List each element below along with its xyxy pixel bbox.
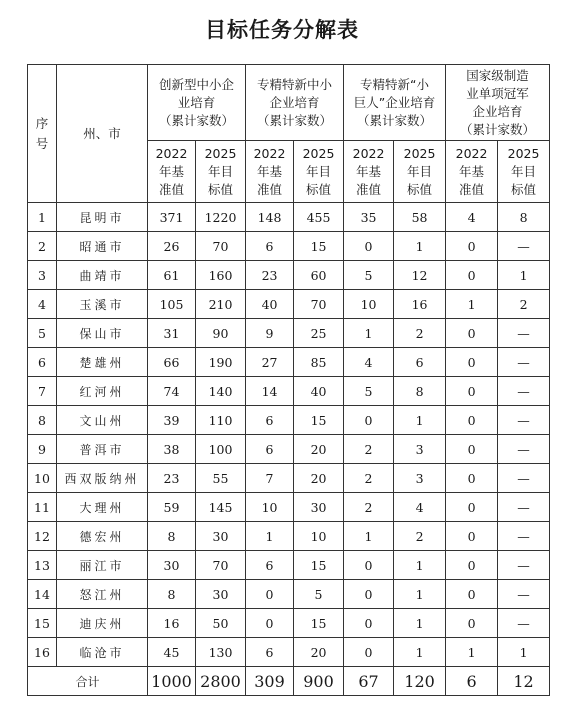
- row-value: 31: [148, 319, 196, 348]
- row-value: 66: [148, 348, 196, 377]
- row-value: —: [498, 522, 550, 551]
- row-index: 8: [28, 406, 57, 435]
- page-title: 目标任务分解表: [205, 18, 359, 42]
- row-value: 1: [394, 406, 446, 435]
- header-year-line: 2022: [352, 145, 385, 161]
- header-group-line: 企业培育: [472, 103, 523, 119]
- header-group-line: （累计家数）: [159, 112, 235, 128]
- row-value: 4: [344, 348, 394, 377]
- row-index: 1: [28, 203, 57, 232]
- table-row: [28, 580, 550, 609]
- row-index: 6: [28, 348, 57, 377]
- header-group-line: （累计家数）: [357, 112, 433, 128]
- row-value: 0: [344, 638, 394, 667]
- row-value: 3: [394, 464, 446, 493]
- row-value: 6: [246, 435, 294, 464]
- row-value: 30: [294, 493, 344, 522]
- row-value: 1: [394, 580, 446, 609]
- row-value: 2: [344, 464, 394, 493]
- row-index: 14: [28, 580, 57, 609]
- row-value: 20: [294, 464, 344, 493]
- row-value: —: [498, 377, 550, 406]
- row-value: 1: [498, 638, 550, 667]
- table-row: [28, 290, 550, 319]
- row-value: 210: [196, 290, 246, 319]
- header-year-target: [196, 141, 246, 203]
- row-value: 110: [196, 406, 246, 435]
- row-city: 玉溪市: [57, 290, 148, 319]
- total-value: 12: [498, 667, 550, 696]
- header-year-line: 标值: [208, 181, 234, 197]
- row-value: 40: [294, 377, 344, 406]
- row-city: 红河州: [57, 377, 148, 406]
- header-year-base: [246, 141, 294, 203]
- row-index: 12: [28, 522, 57, 551]
- row-value: 8: [148, 522, 196, 551]
- row-value: 15: [294, 551, 344, 580]
- row-value: 1: [394, 232, 446, 261]
- row-value: —: [498, 464, 550, 493]
- row-city: 丽江市: [57, 551, 148, 580]
- row-value: —: [498, 609, 550, 638]
- row-value: 1: [446, 638, 498, 667]
- row-value: 40: [246, 290, 294, 319]
- header-group-line: （累计家数）: [460, 121, 536, 137]
- row-value: 35: [344, 203, 394, 232]
- table-row: [28, 319, 550, 348]
- row-index: 4: [28, 290, 57, 319]
- row-city: 德宏州: [57, 522, 148, 551]
- header-year-target: [498, 141, 550, 203]
- row-value: 5: [294, 580, 344, 609]
- header-year-line: 准值: [158, 181, 184, 197]
- row-city: 普洱市: [57, 435, 148, 464]
- row-value: 0: [246, 609, 294, 638]
- row-index: 13: [28, 551, 57, 580]
- header-city: 州、市: [57, 65, 148, 203]
- row-index: 7: [28, 377, 57, 406]
- row-value: 0: [446, 580, 498, 609]
- row-value: 6: [246, 638, 294, 667]
- row-value: 38: [148, 435, 196, 464]
- row-city: 楚雄州: [57, 348, 148, 377]
- row-value: 140: [196, 377, 246, 406]
- row-value: 20: [294, 435, 344, 464]
- header-group-line: 巨人”企业培育: [353, 94, 436, 110]
- row-value: 1: [394, 638, 446, 667]
- row-value: 26: [148, 232, 196, 261]
- row-city: 大理州: [57, 493, 148, 522]
- row-value: 1: [498, 261, 550, 290]
- row-value: 2: [394, 319, 446, 348]
- row-value: 61: [148, 261, 196, 290]
- table-row: [28, 435, 550, 464]
- header-year-line: 年基: [356, 163, 382, 179]
- row-value: 8: [498, 203, 550, 232]
- header-year-line: 准值: [356, 181, 382, 197]
- row-value: 0: [344, 232, 394, 261]
- row-value: —: [498, 319, 550, 348]
- row-value: 130: [196, 638, 246, 667]
- total-value: 1000: [148, 667, 196, 696]
- total-value: 309: [246, 667, 294, 696]
- row-city: 曲靖市: [57, 261, 148, 290]
- row-value: 0: [446, 493, 498, 522]
- header-year-line: 2025: [507, 145, 540, 161]
- row-value: 0: [446, 319, 498, 348]
- row-value: 20: [294, 638, 344, 667]
- row-value: —: [498, 580, 550, 609]
- row-value: 6: [246, 232, 294, 261]
- row-value: 6: [394, 348, 446, 377]
- header-year-line: 2022: [253, 145, 286, 161]
- header-year-line: 准值: [459, 181, 485, 197]
- table-row: [28, 348, 550, 377]
- row-index: 5: [28, 319, 57, 348]
- row-value: 160: [196, 261, 246, 290]
- header-group-innovative: [148, 65, 246, 141]
- table-row: [28, 638, 550, 667]
- table-body: [28, 203, 550, 667]
- row-value: 45: [148, 638, 196, 667]
- row-value: 0: [446, 261, 498, 290]
- row-value: 3: [394, 435, 446, 464]
- row-index: 15: [28, 609, 57, 638]
- row-index: 3: [28, 261, 57, 290]
- row-value: 1: [344, 319, 394, 348]
- header-year-base: [148, 141, 196, 203]
- header-year-line: 年基: [158, 163, 184, 179]
- row-index: 11: [28, 493, 57, 522]
- row-city: 文山州: [57, 406, 148, 435]
- row-value: 8: [394, 377, 446, 406]
- row-value: 14: [246, 377, 294, 406]
- row-value: —: [498, 406, 550, 435]
- row-value: 6: [246, 406, 294, 435]
- header-group-specialized: [246, 65, 344, 141]
- row-value: 10: [294, 522, 344, 551]
- row-value: 15: [294, 406, 344, 435]
- row-value: 2: [394, 522, 446, 551]
- table-row: [28, 609, 550, 638]
- row-value: 85: [294, 348, 344, 377]
- row-value: 55: [196, 464, 246, 493]
- total-label: 合计: [28, 667, 148, 696]
- header-year-line: 准值: [257, 181, 283, 197]
- row-value: 90: [196, 319, 246, 348]
- row-value: 2: [344, 435, 394, 464]
- header-year-line: 2022: [155, 145, 188, 161]
- header-index: [28, 65, 57, 203]
- row-value: 30: [196, 522, 246, 551]
- table-row: [28, 522, 550, 551]
- header-year-line: 标值: [511, 181, 537, 197]
- row-city: 昭通市: [57, 232, 148, 261]
- row-value: 1: [394, 609, 446, 638]
- row-value: 0: [446, 522, 498, 551]
- row-value: 0: [446, 348, 498, 377]
- table-row: [28, 406, 550, 435]
- row-value: 0: [446, 609, 498, 638]
- header-year-line: 年目: [306, 163, 332, 179]
- row-index: 10: [28, 464, 57, 493]
- row-city: 西双版纳州: [57, 464, 148, 493]
- header-group-line: 业培育: [177, 94, 216, 110]
- row-value: 105: [148, 290, 196, 319]
- row-value: 70: [196, 232, 246, 261]
- row-value: 50: [196, 609, 246, 638]
- total-value: 2800: [196, 667, 246, 696]
- row-value: 1220: [196, 203, 246, 232]
- row-value: 25: [294, 319, 344, 348]
- row-value: 1: [446, 290, 498, 319]
- table-row: [28, 203, 550, 232]
- row-value: 1: [246, 522, 294, 551]
- table-row: [28, 232, 550, 261]
- row-city: 怒江州: [57, 580, 148, 609]
- row-value: 58: [394, 203, 446, 232]
- row-value: 0: [446, 406, 498, 435]
- row-value: 6: [246, 551, 294, 580]
- header-group-line: 创新型中小企: [159, 76, 235, 92]
- row-value: 455: [294, 203, 344, 232]
- row-value: 5: [344, 261, 394, 290]
- header-year-line: 标值: [407, 181, 433, 197]
- row-value: 4: [394, 493, 446, 522]
- table-row: [28, 493, 550, 522]
- row-value: 0: [246, 580, 294, 609]
- row-value: 60: [294, 261, 344, 290]
- header-group-line: 国家级制造: [466, 67, 529, 83]
- row-value: 9: [246, 319, 294, 348]
- header-year-line: 2025: [204, 145, 237, 161]
- header-year-line: 年基: [257, 163, 283, 179]
- header-year-line: 标值: [306, 181, 332, 197]
- row-value: 0: [344, 406, 394, 435]
- header-year-target: [294, 141, 344, 203]
- row-value: 7: [246, 464, 294, 493]
- row-value: 0: [446, 232, 498, 261]
- row-value: 59: [148, 493, 196, 522]
- row-value: —: [498, 348, 550, 377]
- row-value: 12: [394, 261, 446, 290]
- row-value: 0: [446, 435, 498, 464]
- table-row: [28, 464, 550, 493]
- row-value: 30: [148, 551, 196, 580]
- row-value: 10: [246, 493, 294, 522]
- total-value: 900: [294, 667, 344, 696]
- header-index-label: 序号: [35, 115, 49, 151]
- header-group-line: 专精特新“小: [360, 76, 430, 92]
- row-value: 8: [148, 580, 196, 609]
- row-value: 15: [294, 232, 344, 261]
- row-value: 16: [148, 609, 196, 638]
- row-value: 70: [294, 290, 344, 319]
- row-value: 15: [294, 609, 344, 638]
- row-value: 145: [196, 493, 246, 522]
- row-value: —: [498, 493, 550, 522]
- header-year-base: [344, 141, 394, 203]
- row-value: 100: [196, 435, 246, 464]
- header-year-line: 年目: [407, 163, 433, 179]
- total-value: 67: [344, 667, 394, 696]
- header-group-little-giant: [344, 65, 446, 141]
- header-year-base: [446, 141, 498, 203]
- row-value: 27: [246, 348, 294, 377]
- header-year-line: 2025: [302, 145, 335, 161]
- header-group-line: 专精特新中小: [257, 76, 333, 92]
- row-value: 23: [246, 261, 294, 290]
- row-value: 74: [148, 377, 196, 406]
- row-city: 迪庆州: [57, 609, 148, 638]
- row-value: 0: [344, 580, 394, 609]
- row-index: 2: [28, 232, 57, 261]
- row-value: 0: [446, 551, 498, 580]
- row-value: 4: [446, 203, 498, 232]
- row-value: —: [498, 435, 550, 464]
- row-value: 10: [344, 290, 394, 319]
- header-year-line: 2025: [403, 145, 436, 161]
- row-value: 16: [394, 290, 446, 319]
- total-value: 120: [394, 667, 446, 696]
- row-value: 1: [394, 551, 446, 580]
- header-year-line: 年基: [459, 163, 485, 179]
- table-row: [28, 261, 550, 290]
- row-value: —: [498, 551, 550, 580]
- row-value: 2: [344, 493, 394, 522]
- row-value: 0: [344, 609, 394, 638]
- table-row: [28, 377, 550, 406]
- row-value: 0: [446, 377, 498, 406]
- row-value: 30: [196, 580, 246, 609]
- header-group-line: （累计家数）: [257, 112, 333, 128]
- table-row: [28, 551, 550, 580]
- row-index: 9: [28, 435, 57, 464]
- row-value: 1: [344, 522, 394, 551]
- target-breakdown-table: [27, 64, 550, 696]
- total-value: 6: [446, 667, 498, 696]
- row-value: 190: [196, 348, 246, 377]
- row-city: 保山市: [57, 319, 148, 348]
- row-city: 临沧市: [57, 638, 148, 667]
- header-group-line: 企业培育: [269, 94, 320, 110]
- row-index: 16: [28, 638, 57, 667]
- header-year-line: 年目: [208, 163, 234, 179]
- row-value: 0: [344, 551, 394, 580]
- header-year-line: 2022: [455, 145, 488, 161]
- row-value: 5: [344, 377, 394, 406]
- row-city: 昆明市: [57, 203, 148, 232]
- row-value: 23: [148, 464, 196, 493]
- row-value: 70: [196, 551, 246, 580]
- header-group-champion: [446, 65, 550, 141]
- total-row: [28, 667, 550, 696]
- header-row-groups: [28, 65, 550, 141]
- row-value: —: [498, 232, 550, 261]
- row-value: 371: [148, 203, 196, 232]
- row-value: 39: [148, 406, 196, 435]
- row-value: 148: [246, 203, 294, 232]
- header-group-line: 业单项冠军: [466, 85, 529, 101]
- header-year-line: 年目: [511, 163, 537, 179]
- row-value: 2: [498, 290, 550, 319]
- row-value: 0: [446, 464, 498, 493]
- header-year-target: [394, 141, 446, 203]
